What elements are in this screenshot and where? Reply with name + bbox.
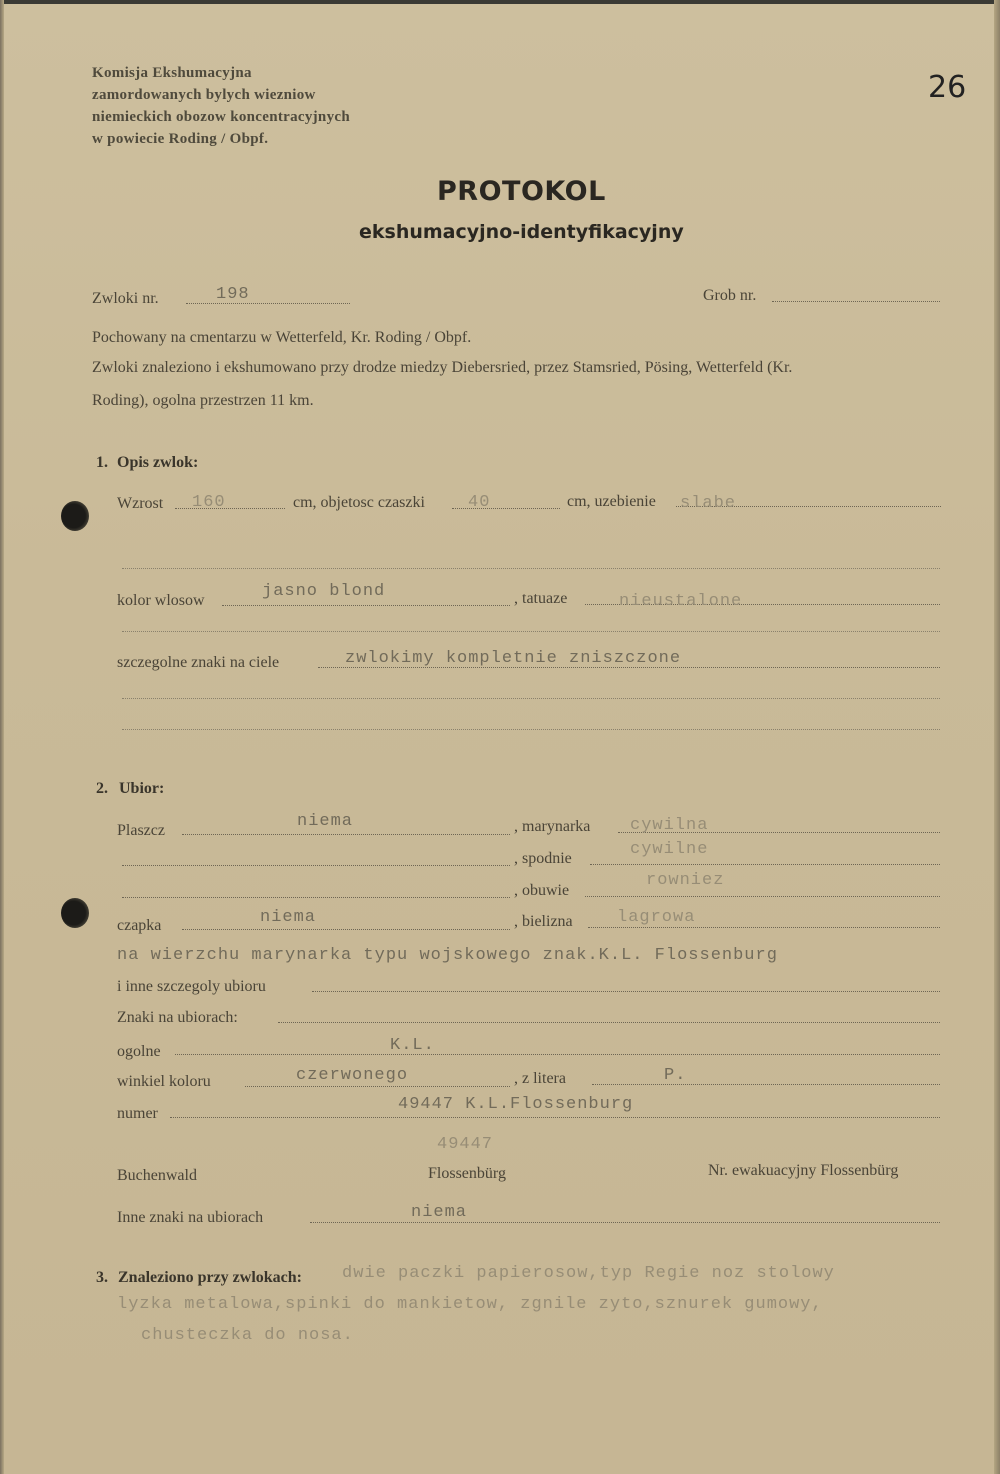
clothing-marks-line [278, 1022, 940, 1023]
found-items-line-1: dwie paczki papierosow,typ Regie noz stolowy [342, 1264, 835, 1283]
other-marks-value: niema [411, 1203, 468, 1222]
buried-text: Pochowany na cmentarzu w Wetterfeld, Kr. Roding / Obpf. [92, 329, 472, 346]
header-line-2: zamordowanych bylych wiezniow [92, 87, 316, 103]
zwloki-label: Zwloki nr. [92, 290, 159, 307]
zwloki-line [186, 303, 350, 304]
other-marks-line [310, 1222, 940, 1223]
shoes-value: rowniez [646, 871, 725, 890]
found-text-line-2: Roding), ogolna przestrzen 11 km. [92, 392, 314, 409]
blank-line-3 [122, 698, 940, 699]
page-edge-right [994, 0, 1000, 1474]
teeth-label: cm, uzebienie [567, 493, 656, 510]
page-number: 26 [928, 70, 967, 105]
letter-label: , z litera [514, 1070, 566, 1087]
buchenwald-label: Buchenwald [117, 1167, 197, 1184]
coat-label: Plaszcz [117, 822, 165, 839]
number-value: 49447 K.L.Flossenburg [398, 1095, 634, 1114]
other-marks-label: Inne znaki na ubiorach [117, 1209, 264, 1226]
hair-line [222, 605, 510, 606]
found-items-line-2: lyzka metalowa,spinki do mankietow, zgnile zyto,sznurek gumowy, [117, 1295, 823, 1314]
document-title: PROTOKOL [437, 176, 606, 207]
marks-value: zwlokimy kompletnie zniszczone [345, 649, 682, 668]
details-label: i inne szczegoly ubioru [117, 978, 266, 995]
cap-value: niema [260, 908, 317, 927]
punch-hole-top [61, 501, 89, 531]
jacket-value: cywilna [630, 816, 709, 835]
section-2-heading: Ubior: [119, 780, 165, 797]
trousers-left-line [122, 865, 510, 866]
letter-value: P. [664, 1066, 687, 1085]
underwear-value: lagrowa [617, 908, 696, 927]
section-1-heading: Opis zwlok: [117, 454, 199, 471]
page-edge-left [0, 0, 4, 1474]
cap-label: czapka [117, 917, 162, 934]
marks-label: szczegolne znaki na ciele [117, 654, 280, 671]
document-subtitle: ekshumacyjno-identyfikacyjny [359, 221, 684, 243]
number-value-2: 49447 [437, 1135, 494, 1154]
skull-value: 40 [468, 493, 491, 512]
number-label: numer [117, 1105, 158, 1122]
hair-value: jasno blond [262, 582, 386, 601]
height-value: 160 [192, 493, 226, 512]
clothing-marks-heading: Znaki na ubiorach: [117, 1009, 238, 1026]
height-label: Wzrost [117, 495, 164, 512]
trousers-value: cywilne [630, 840, 709, 859]
blank-line-2 [122, 631, 940, 632]
section-1-number: 1. [96, 454, 108, 471]
shoes-label: , obuwie [514, 882, 570, 899]
tattoo-value: nieustalone [619, 592, 743, 611]
section-3-number: 3. [96, 1269, 108, 1286]
grob-label: Grob nr. [703, 287, 757, 304]
shoes-line [585, 896, 940, 897]
coat-value: niema [297, 812, 354, 831]
hair-label: kolor wlosow [117, 592, 205, 609]
trousers-label: , spodnie [514, 850, 572, 867]
letter-line [592, 1084, 940, 1085]
triangle-line [245, 1086, 510, 1087]
shoes-left-line [122, 897, 510, 898]
triangle-value: czerwonego [296, 1066, 409, 1085]
section-3-heading: Znaleziono przy zwlokach: [118, 1269, 302, 1286]
coat-line [182, 834, 510, 835]
underwear-line [588, 927, 940, 928]
section-2-number: 2. [96, 780, 108, 797]
punch-hole-bottom [61, 898, 89, 928]
page-edge-top [0, 0, 1000, 4]
triangle-label: winkiel koloru [117, 1073, 211, 1090]
header-line-1: Komisja Ekshumacyjna [92, 65, 252, 81]
teeth-value: slabe [680, 494, 737, 513]
blank-line-4 [122, 729, 940, 730]
found-items-line-3: chusteczka do nosa. [141, 1326, 354, 1345]
found-text-line-1: Zwloki znaleziono i ekshumowano przy drodze miedzy Diebersried, przez Stamsried, Pösing, Wetterfeld (Kr. [92, 359, 793, 376]
grob-line [772, 301, 940, 302]
skull-label: cm, objetosc czaszki [293, 494, 425, 511]
details-line [312, 991, 940, 992]
tattoo-label: , tatuaze [514, 590, 568, 607]
jacket-label: , marynarka [514, 818, 591, 835]
number-line [170, 1117, 940, 1118]
evacuation-number-label: Nr. ewakuacyjny Flossenbürg [708, 1162, 899, 1179]
clothing-typed-note: na wierzchu marynarka typu wojskowego znak.K.L. Flossenburg [117, 946, 778, 965]
trousers-line [590, 864, 940, 865]
header-line-3: niemieckich obozow koncentracyjnych [92, 109, 350, 125]
general-line [175, 1054, 940, 1055]
header-line-4: w powiecie Roding / Obpf. [92, 131, 269, 147]
general-label: ogolne [117, 1043, 161, 1060]
flossenburg-label: Flossenbürg [428, 1165, 506, 1182]
general-value: K.L. [390, 1036, 435, 1055]
cap-line [182, 929, 510, 930]
underwear-label: , bielizna [514, 913, 573, 930]
zwloki-value: 198 [216, 285, 250, 304]
blank-line-1 [122, 568, 940, 569]
